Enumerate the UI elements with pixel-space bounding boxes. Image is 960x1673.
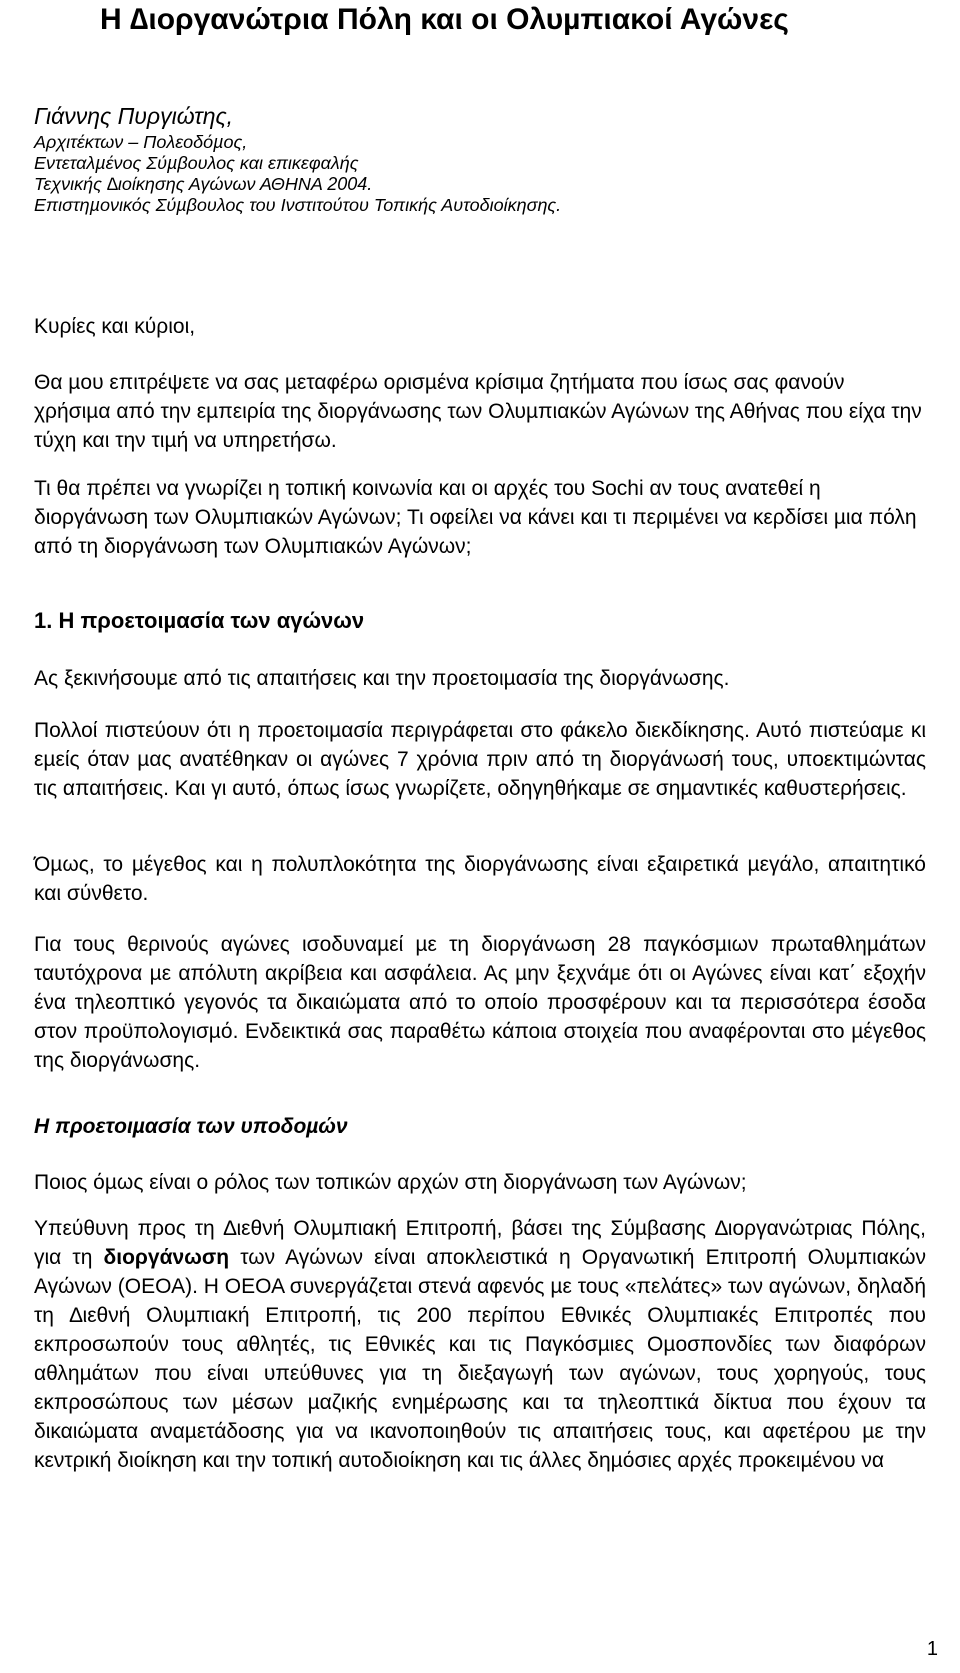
paragraph: Τι θα πρέπει να γνωρίζει η τοπική κοινωνία και οι αρχές του Sochi αν τους ανατεθεί η διοργάνωση των Ολυµπιακών Αγώνων; Τι οφείλει να κάνει και τι περιµένει να κερδίσει µια πόλη από τη διοργάνωση των Ολυµπιακών Αγώνων; (34, 477, 917, 558)
paragraph-text: των Αγώνων είναι αποκλειστικά η Οργανωτική Επιτροπή Ολυµπιακών Αγώνων (ΟΕΟΑ). Η ΟΕΟΑ συνεργάζεται στενά αφενός µε τους «πελάτες» των αγώνων, δηλαδή τη ∆ιεθνή Ολυµπιακή Επιτροπή, τις 200 περίπου Εθνικές Ολυµπιακές Επιτροπές που εκπροσωπούν τους αθλητές, τις Εθνικές και τις Παγκόσµιες Οµοσπονδίες των διαφόρων αθληµάτων που είναι υπεύθυνες για τη διεξαγωγή των αγώνων, τους χορηγούς, τους εκπροσώπους των µέσων µαζικής ενηµέρωσης και τα τηλεοπτικά δίκτυα που έχουν τα δικαιώµατα αναµετάδοσης για να ικανοποιηθούν τις απαιτήσεις τους, και αφετέρου µε την κεντρική διοίκηση και την τοπική αυτοδιοίκηση και τις άλλες δηµόσιες αρχές προκειµένου να (34, 1246, 926, 1472)
document-title: Η ∆ιοργανώτρια Πόλη και οι Ολυµπιακοί Αγώνες (100, 3, 789, 36)
paragraph-text: Υπεύθυνη προς τη ∆ιεθνή Ολυµπιακή Επιτροπή, βάσει της Σύµβασης ∆ιοργανώτριας Πόλης, για τη (34, 1217, 926, 1269)
paragraph (34, 1214, 926, 1475)
author-line: Αρχιτέκτων – Πολεοδόµος, (34, 132, 248, 152)
author-line: Επιστηµονικός Σύµβουλος του Ινστιτούτου Τοπικής Αυτοδιοίκησης. (34, 195, 562, 215)
author-block (34, 100, 561, 216)
paragraph: Θα µου επιτρέψετε να σας µεταφέρω ορισµένα κρίσιµα ζητήµατα που ίσως σας φανούν χρήσιµα από την εµπειρία της διοργάνωσης των Ολυµπιακών Αγώνων της Αθήνας που είχα την τύχη και την τιµή να υπηρετήσω. (34, 371, 922, 452)
greeting: Κυρίες και κύριοι, (34, 315, 196, 338)
page-number: 1 (926, 1638, 938, 1660)
section-heading: 1. Η προετοιµασία των αγώνων (34, 608, 365, 633)
subsection-heading: Η προετοιµασία των υποδοµών (34, 1115, 348, 1138)
bold-term: διοργάνωση (103, 1246, 230, 1269)
author-name: Γιάννης Πυργιώτης, (34, 103, 234, 129)
paragraph: Ποιος όµως είναι ο ρόλος των τοπικών αρχών στη διοργάνωση των Αγώνων; (34, 1171, 747, 1194)
paragraph: Ας ξεκινήσουµε από τις απαιτήσεις και την προετοιµασία της διοργάνωσης. (34, 667, 730, 690)
author-line: Τεχνικής ∆ιοίκησης Αγώνων ΑΘΗΝΑ 2004. (34, 174, 373, 194)
paragraph: Όµως, το µέγεθος και η πολυπλοκότητα της διοργάνωσης είναι εξαιρετικά µεγάλο, απαιτητικό και σύνθετο. (34, 853, 926, 905)
author-line: Εντεταλµένος Σύµβουλος και επικεφαλής (34, 153, 359, 173)
paragraph: Πολλοί πιστεύουν ότι η προετοιµασία περιγράφεται στο φάκελο διεκδίκησης. Αυτό πιστεύαµε κι εµείς όταν µας ανατέθηκαν οι αγώνες 7 χρόνια πριν από τη διοργάνωσή τους, υποεκτιµώντας τις απαιτήσεις. Και γι αυτό, όπως ίσως γνωρίζετε, οδηγηθήκαµε σε σηµαντικές καθυστερήσεις. (34, 719, 926, 800)
paragraph: Για τους θερινούς αγώνες ισοδυναµεί µε τη διοργάνωση 28 παγκόσµιων πρωταθληµάτων ταυτόχρονα µε απόλυτη ακρίβεια και ασφάλεια. Ας µην ξεχνάµε ότι οι Αγώνες είναι κατ΄ εξοχήν ένα τηλεοπτικό γεγονός τα δικαιώµατα από το οποίο προσφέρουν και τα περισσότερα έσοδα στον προϋπολογισµό. Ενδεικτικά σας παραθέτω κάποια στοιχεία που αναφέρονται στο µέγεθος της διοργάνωσης. (34, 933, 926, 1072)
